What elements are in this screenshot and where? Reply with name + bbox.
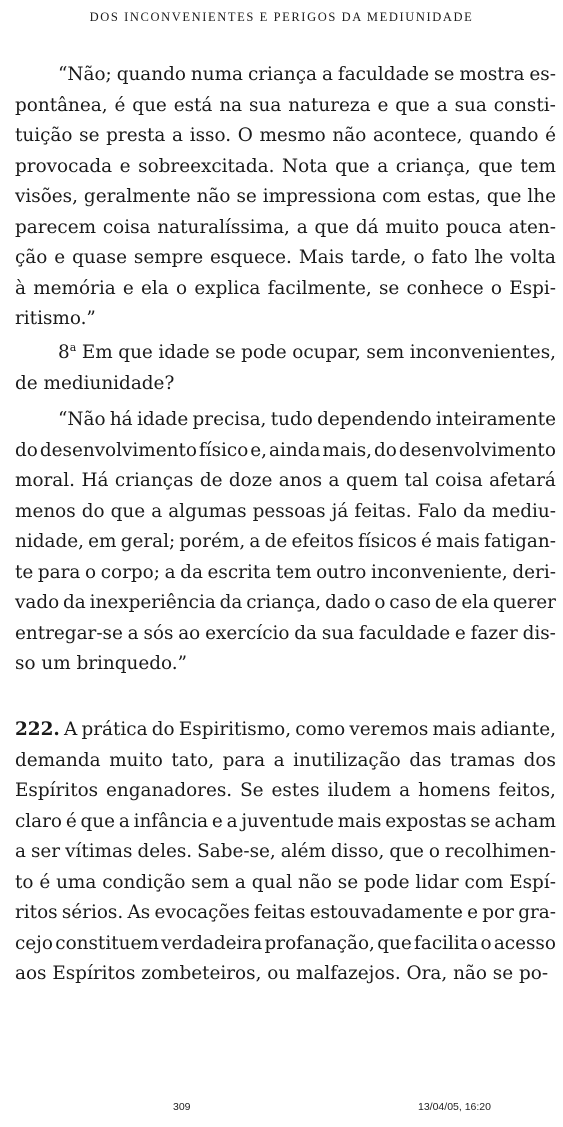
text-line: so um brinquedo.” xyxy=(15,653,188,674)
running-header: DOS INCONVENIENTES E PERIGOS DA MEDIUNIDADE xyxy=(89,10,474,24)
text-line: 8$^a$ Em que idade se pode ocupar, sem inconvenientes, xyxy=(58,338,556,368)
text-line: Espíritos enganadores. Se estes iludem a homens feitos, xyxy=(15,780,556,801)
text-line: de mediunidade? xyxy=(15,372,175,394)
question-ordinal: a xyxy=(69,341,77,354)
text-line: “Não; quando numa criança a faculdade se mostra es- xyxy=(58,64,556,85)
text-line: a ser vítimas deles. Sabe-se, além disso, que o recolhimen- xyxy=(15,841,556,862)
text-line: claro é que a infância e a juventude mais expostas se acham xyxy=(15,810,556,832)
text-line: provocada e sobreexcitada. Nota que a criança, que tem xyxy=(15,155,556,177)
text-line: parecem coisa naturalíssima, a que dá muito pouca aten- xyxy=(15,216,556,238)
text-line: te para o corpo; a da escrita tem outro inconveniente, deri- xyxy=(15,561,556,583)
text-line: 222. A prática do Espiritismo, como veremos mais adiante, xyxy=(15,715,556,745)
text-line: demanda muito tato, para a inutilização das tramas dos xyxy=(15,749,556,771)
question-number: 8$^a$ xyxy=(58,341,77,363)
text-line: vado da inexperiência da criança, dado o caso de ela querer xyxy=(15,592,556,613)
text-line: do desenvolvimento físico e, ainda mais, do desenvolvimento xyxy=(15,439,556,461)
text-line: aos Espíritos zombeteiros, ou malfazejos. Ora, não se po- xyxy=(15,963,549,984)
text-line: ção e quase sempre esquece. Mais tarde, o fato lhe volta xyxy=(15,247,556,268)
text-line: menos do que a algumas pessoas já feitas. Falo da mediu- xyxy=(15,500,556,522)
text-line: entregar-se a sós ao exercício da sua faculdade e fazer dis- xyxy=(15,622,556,644)
text-line: ritismo.” xyxy=(15,308,96,329)
section-number: 222. xyxy=(15,719,60,740)
page-number: 309 xyxy=(173,1101,191,1113)
text-line: pontânea, é que está na sua natureza e que a sua consti- xyxy=(15,94,556,116)
text-line: cejo constituem verdadeira profanação, que facilita o acesso xyxy=(15,932,556,954)
text-line: à memória e ela o explica facilmente, se conhece o Espi- xyxy=(15,277,556,299)
text-line: tuição se presta a isso. O mesmo não acontece, quando é xyxy=(15,125,556,146)
text-line: moral. Há crianças de doze anos a quem tal coisa afetará xyxy=(15,470,556,491)
text-line: visões, geralmente não se impressiona com estas, que lhe xyxy=(15,186,556,207)
text-line: to é uma condição sem a qual não se pode lidar com Espí- xyxy=(15,871,556,893)
print-timestamp: 13/04/05, 16:20 xyxy=(418,1101,491,1113)
text-line: “Não há idade precisa, tudo dependendo inteiramente xyxy=(58,409,556,430)
text-line: nidade, em geral; porém, a de efeitos físicos é mais fatigan- xyxy=(15,531,556,552)
text-line: ritos sérios. As evocações feitas estouvadamente e por gra- xyxy=(15,902,556,923)
